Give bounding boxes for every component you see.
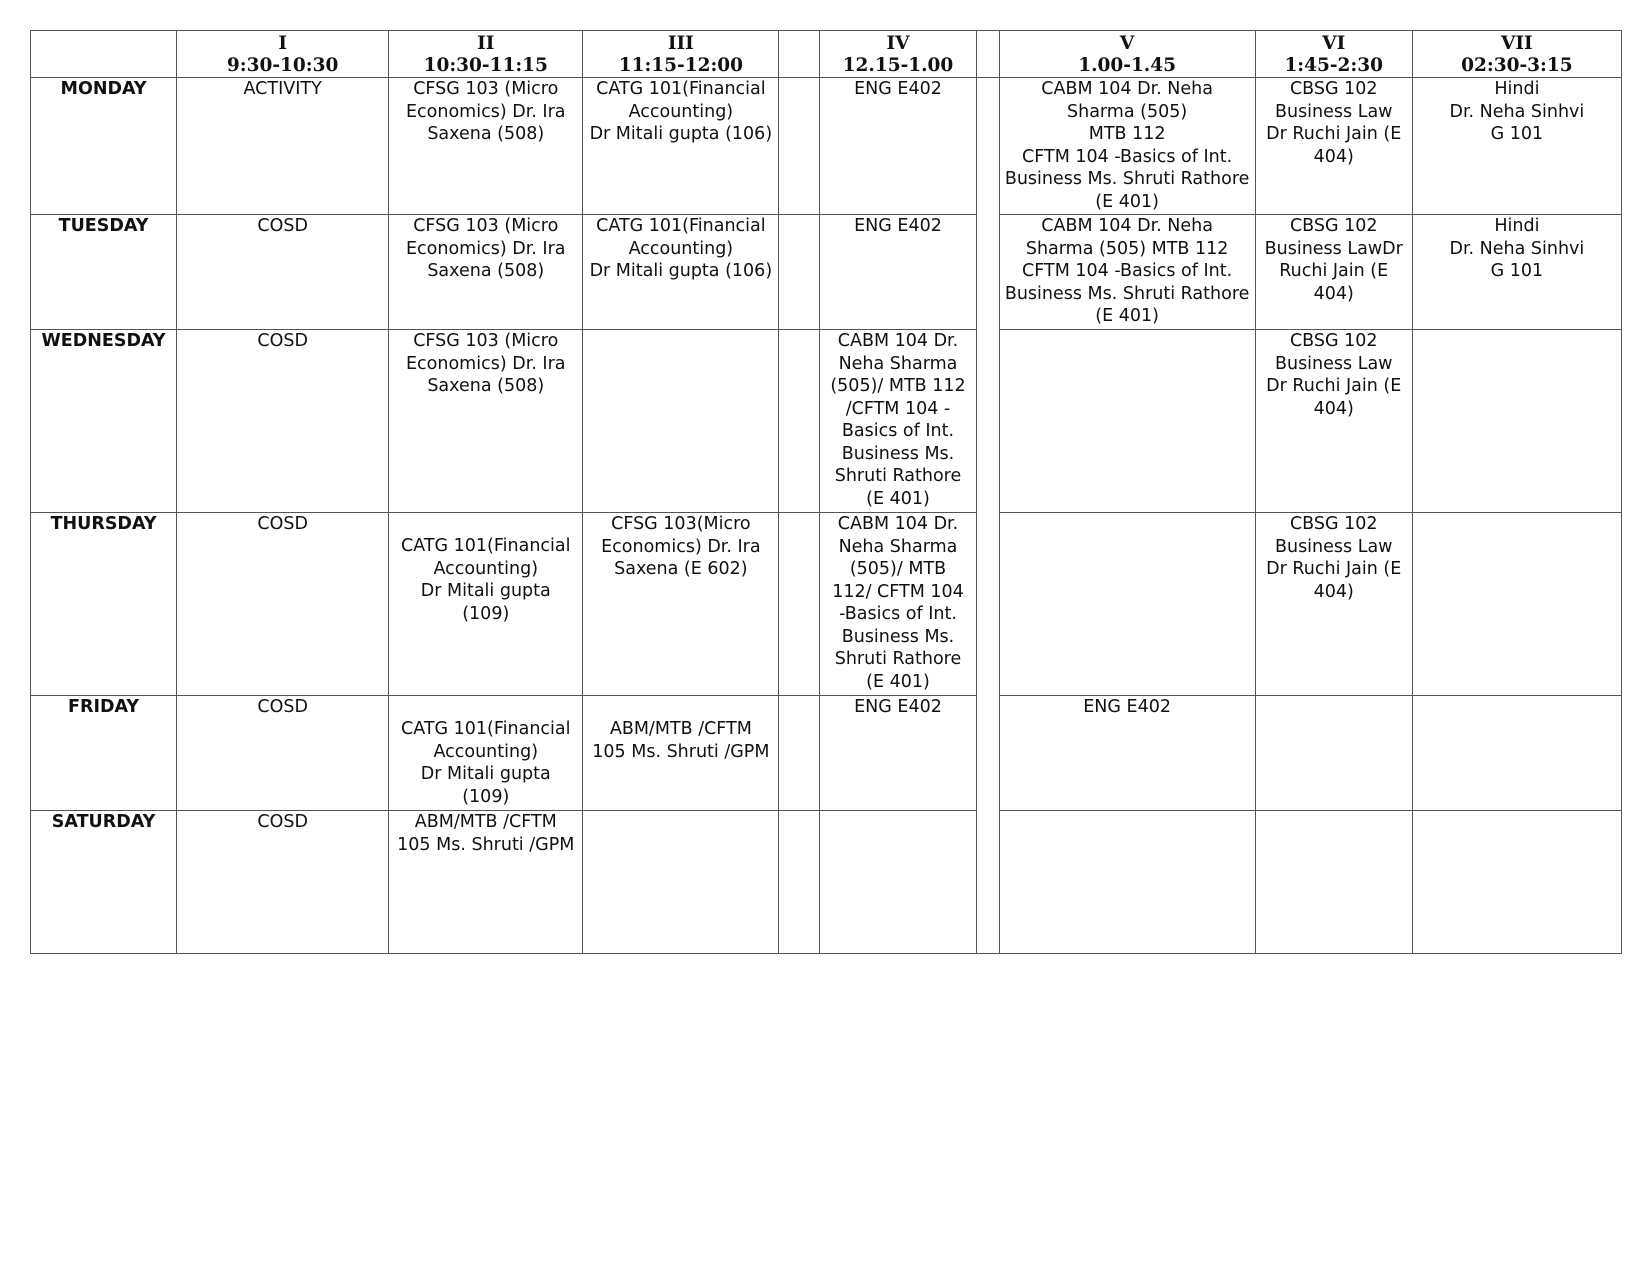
period-header-7 bbox=[1412, 31, 1621, 78]
cell-wednesday-p7 bbox=[1412, 330, 1621, 513]
break-cell bbox=[779, 330, 820, 513]
cell-thursday-p7 bbox=[1412, 513, 1621, 696]
cell-thursday-p5 bbox=[999, 513, 1255, 696]
break-cell bbox=[779, 215, 820, 330]
cell-tuesday-p2: CFSG 103 (Micro Economics) Dr. Ira Saxena (508) bbox=[389, 215, 583, 330]
period-time: 10:30-11:15 bbox=[423, 55, 548, 76]
period-num: VI bbox=[1322, 33, 1346, 54]
cell-friday-p6 bbox=[1255, 696, 1412, 811]
cell-tuesday-p3: CATG 101(Financial Accounting) Dr Mitali gupta (106) bbox=[583, 215, 779, 330]
break-cell bbox=[779, 811, 820, 954]
cell-saturday-p7 bbox=[1412, 811, 1621, 954]
lunch-cell bbox=[976, 215, 999, 330]
cell-wednesday-p4: CABM 104 Dr. Neha Sharma (505)/ MTB 112 /CFTM 104 - Basics of Int. Business Ms. Shruti Rathore (E 401) bbox=[820, 330, 976, 513]
day-label: SATURDAY bbox=[31, 811, 177, 954]
row-tuesday bbox=[31, 215, 1622, 330]
cell-saturday-p3 bbox=[583, 811, 779, 954]
cell-tuesday-p4: ENG E402 bbox=[820, 215, 976, 330]
period-time: 11:15-12:00 bbox=[618, 55, 744, 76]
cell-friday-p4: ENG E402 bbox=[820, 696, 976, 811]
row-friday bbox=[31, 696, 1622, 811]
header-row bbox=[31, 31, 1622, 78]
period-time: 12.15-1.00 bbox=[842, 55, 954, 76]
timetable bbox=[30, 30, 1622, 954]
cell-friday-p1: COSD bbox=[177, 696, 389, 811]
period-header-5 bbox=[999, 31, 1255, 78]
cell-thursday-p2: CATG 101(Financial Accounting) Dr Mitali gupta (109) bbox=[389, 513, 583, 696]
row-monday bbox=[31, 78, 1622, 215]
period-header-3 bbox=[583, 31, 779, 78]
cell-thursday-p4: CABM 104 Dr. Neha Sharma (505)/ MTB 112/ CFTM 104 -Basics of Int. Business Ms. Shruti Rathore (E 401) bbox=[820, 513, 976, 696]
lunch-cell bbox=[976, 696, 999, 811]
period-num: II bbox=[477, 33, 495, 54]
period-time: 1:45-2:30 bbox=[1284, 55, 1384, 76]
cell-thursday-p1: COSD bbox=[177, 513, 389, 696]
period-time: 9:30-10:30 bbox=[226, 55, 339, 76]
period-header-2 bbox=[389, 31, 583, 78]
cell-thursday-p3: CFSG 103(Micro Economics) Dr. Ira Saxena (E 602) bbox=[583, 513, 779, 696]
corner-cell bbox=[31, 31, 177, 78]
period-time: 02:30-3:15 bbox=[1461, 55, 1573, 76]
row-saturday bbox=[31, 811, 1622, 954]
cell-wednesday-p1: COSD bbox=[177, 330, 389, 513]
day-label: FRIDAY bbox=[31, 696, 177, 811]
cell-friday-p3: ABM/MTB /CFTM 105 Ms. Shruti /GPM bbox=[583, 696, 779, 811]
cell-saturday-p4 bbox=[820, 811, 976, 954]
day-label: TUESDAY bbox=[31, 215, 177, 330]
period-num: I bbox=[278, 33, 287, 54]
break-cell bbox=[779, 696, 820, 811]
cell-wednesday-p3 bbox=[583, 330, 779, 513]
cell-monday-p3: CATG 101(Financial Accounting) Dr Mitali gupta (106) bbox=[583, 78, 779, 215]
row-thursday bbox=[31, 513, 1622, 696]
cell-saturday-p6 bbox=[1255, 811, 1412, 954]
cell-saturday-p5 bbox=[999, 811, 1255, 954]
lunch-cell bbox=[976, 78, 999, 215]
cell-tuesday-p5: CABM 104 Dr. Neha Sharma (505) MTB 112 CFTM 104 -Basics of Int. Business Ms. Shruti Rathore (E 401) bbox=[999, 215, 1255, 330]
period-num: III bbox=[667, 33, 694, 54]
break-column-header bbox=[779, 31, 820, 78]
lunch-column-header bbox=[976, 31, 999, 78]
break-cell bbox=[779, 78, 820, 215]
cell-monday-p6: CBSG 102 Business Law Dr Ruchi Jain (E 404) bbox=[1255, 78, 1412, 215]
cell-saturday-p1: COSD bbox=[177, 811, 389, 954]
cell-monday-p5: CABM 104 Dr. Neha Sharma (505) MTB 112 CFTM 104 -Basics of Int. Business Ms. Shruti Rathore (E 401) bbox=[999, 78, 1255, 215]
day-label: WEDNESDAY bbox=[31, 330, 177, 513]
lunch-cell bbox=[976, 513, 999, 696]
cell-monday-p4: ENG E402 bbox=[820, 78, 976, 215]
cell-thursday-p6: CBSG 102 Business Law Dr Ruchi Jain (E 404) bbox=[1255, 513, 1412, 696]
period-header-1 bbox=[177, 31, 389, 78]
row-wednesday bbox=[31, 330, 1622, 513]
cell-wednesday-p2: CFSG 103 (Micro Economics) Dr. Ira Saxena (508) bbox=[389, 330, 583, 513]
cell-monday-p2: CFSG 103 (Micro Economics) Dr. Ira Saxena (508) bbox=[389, 78, 583, 215]
cell-friday-p5: ENG E402 bbox=[999, 696, 1255, 811]
cell-saturday-p2: ABM/MTB /CFTM 105 Ms. Shruti /GPM bbox=[389, 811, 583, 954]
day-label: THURSDAY bbox=[31, 513, 177, 696]
cell-friday-p2: CATG 101(Financial Accounting) Dr Mitali gupta (109) bbox=[389, 696, 583, 811]
cell-monday-p1: ACTIVITY bbox=[177, 78, 389, 215]
period-header-4 bbox=[820, 31, 976, 78]
day-label: MONDAY bbox=[31, 78, 177, 215]
break-cell bbox=[779, 513, 820, 696]
period-num: IV bbox=[886, 33, 910, 54]
cell-wednesday-p5 bbox=[999, 330, 1255, 513]
cell-tuesday-p1: COSD bbox=[177, 215, 389, 330]
cell-tuesday-p6: CBSG 102 Business LawDr Ruchi Jain (E 404) bbox=[1255, 215, 1412, 330]
lunch-cell bbox=[976, 811, 999, 954]
period-num: V bbox=[1119, 33, 1135, 54]
period-header-6 bbox=[1255, 31, 1412, 78]
cell-wednesday-p6: CBSG 102 Business Law Dr Ruchi Jain (E 404) bbox=[1255, 330, 1412, 513]
period-num: VII bbox=[1501, 33, 1533, 54]
cell-friday-p7 bbox=[1412, 696, 1621, 811]
cell-tuesday-p7: Hindi Dr. Neha Sinhvi G 101 bbox=[1412, 215, 1621, 330]
cell-monday-p7: Hindi Dr. Neha Sinhvi G 101 bbox=[1412, 78, 1621, 215]
period-time: 1.00-1.45 bbox=[1078, 55, 1176, 76]
lunch-cell bbox=[976, 330, 999, 513]
